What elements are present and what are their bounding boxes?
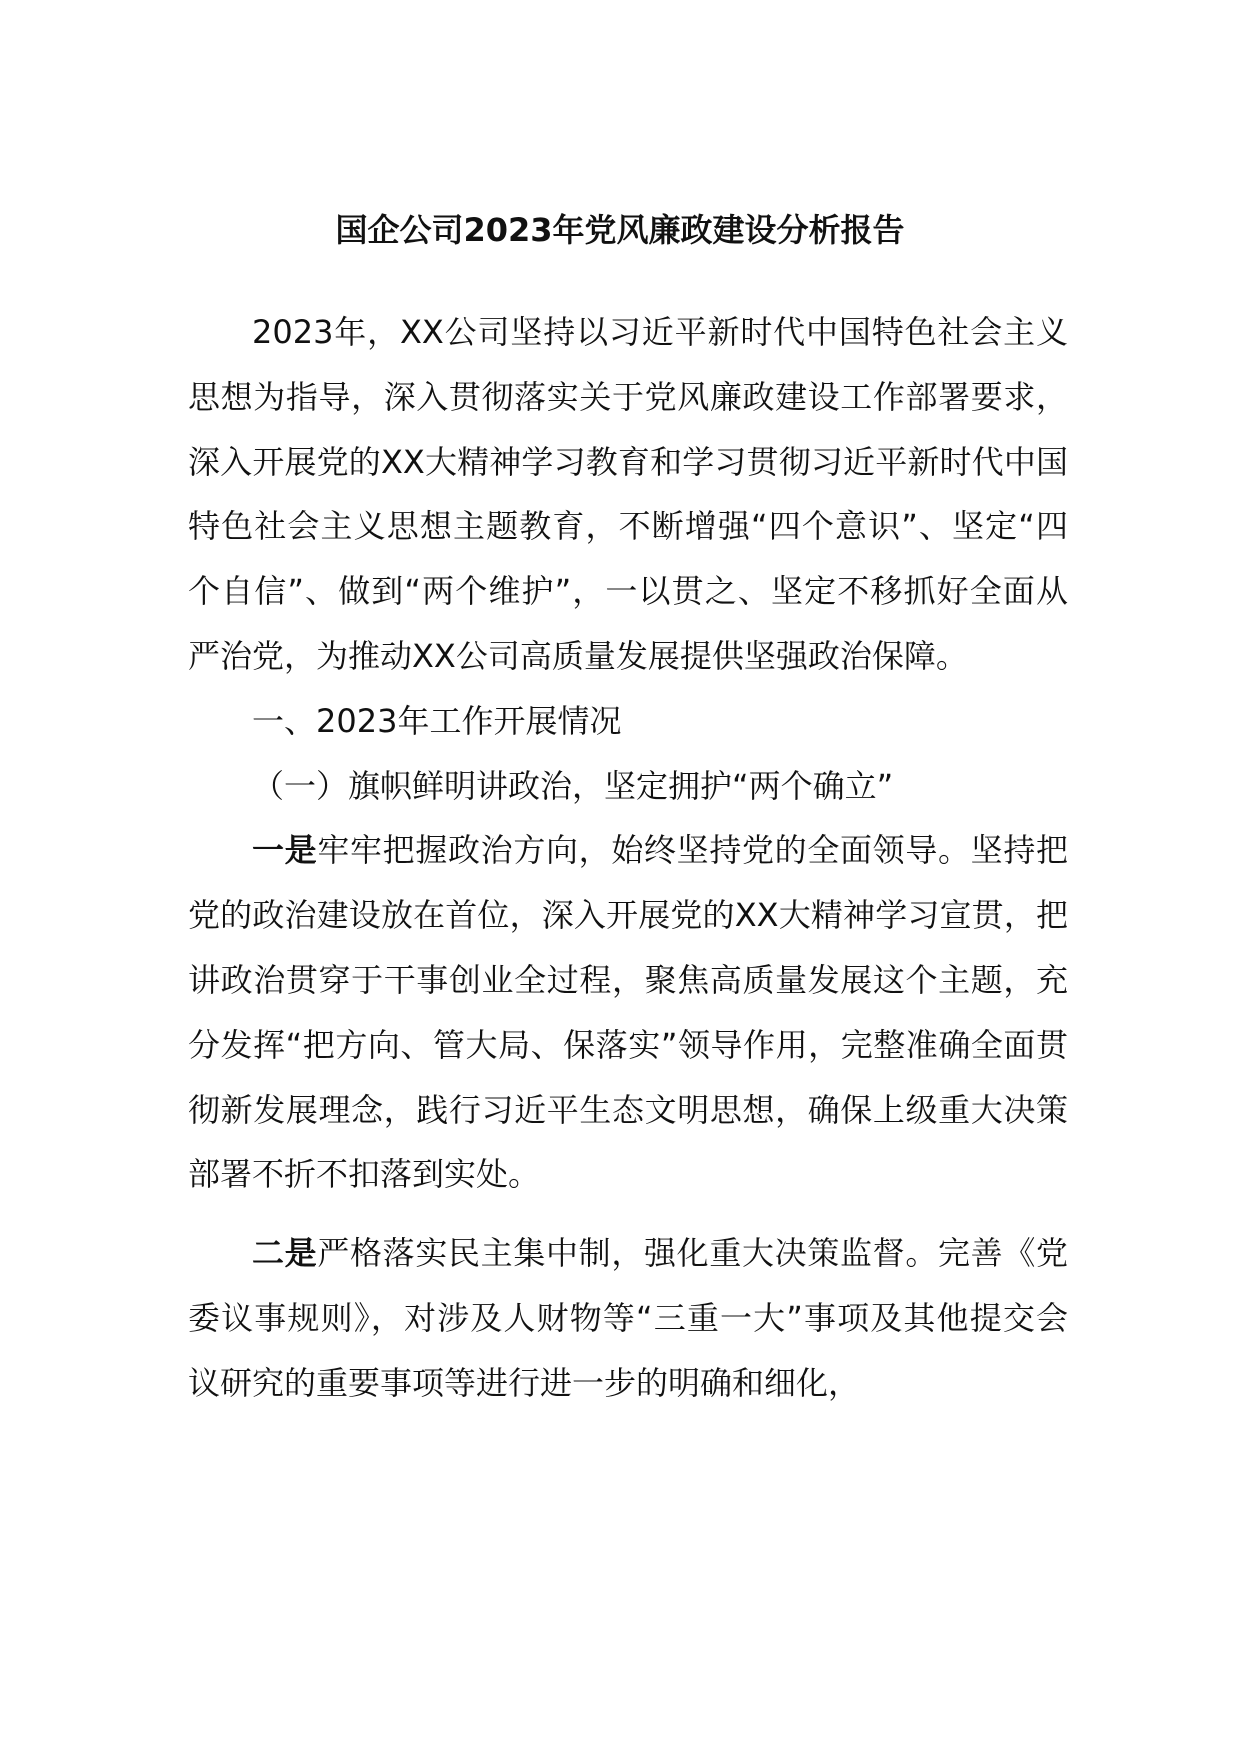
intro-paragraph — [188, 300, 1068, 689]
paragraph-text: 一、2023年工作开展情况 — [252, 701, 622, 740]
subsection-heading-1 — [188, 754, 1068, 819]
paragraph-lead: 一是 — [252, 831, 318, 870]
section-heading-1 — [188, 689, 1068, 754]
document-body — [188, 300, 1068, 1416]
document-title: 国企公司2023年党风廉政建设分析报告 — [335, 211, 905, 249]
point-paragraph-2 — [188, 1221, 1068, 1415]
point-paragraph-1 — [188, 818, 1068, 1207]
paragraph-text: 严格落实民主集中制，强化重大决策监督。完善《党委议事规则》，对涉及人财物等“三重一大”事项及其他提交会议研究的重要事项等进行进一步的明确和细化， — [188, 1234, 1068, 1402]
paragraph-text: 2023年，XX公司坚持以习近平新时代中国特色社会主义思想为指导，深入贯彻落实关于党风廉政建设工作部署要求，深入开展党的XX大精神学习教育和学习贯彻习近平新时代中国特色社会主义思想主题教育，不断增强“四个意识”、坚定“四个自信”、做到“两个维护”，一以贯之、坚定不移抓好全面从严治党，为推动XX公司高质量发展提供坚强政治保障。 — [188, 313, 1068, 675]
paragraph-text: （一）旗帜鲜明讲政治，坚定拥护“两个确立” — [252, 766, 894, 805]
paragraph-lead: 二是 — [252, 1234, 318, 1273]
paragraph-text: 牢牢把握政治方向，始终坚持党的全面领导。坚持把党的政治建设放在首位，深入开展党的XX大精神学习宣贯，把讲政治贯穿于干事创业全过程，聚焦高质量发展这个主题，充分发挥“把方向、管大局、保落实”领导作用，完整准确全面贯彻新发展理念，践行习近平生态文明思想，确保上级重大决策部署不折不扣落到实处。 — [188, 831, 1068, 1194]
